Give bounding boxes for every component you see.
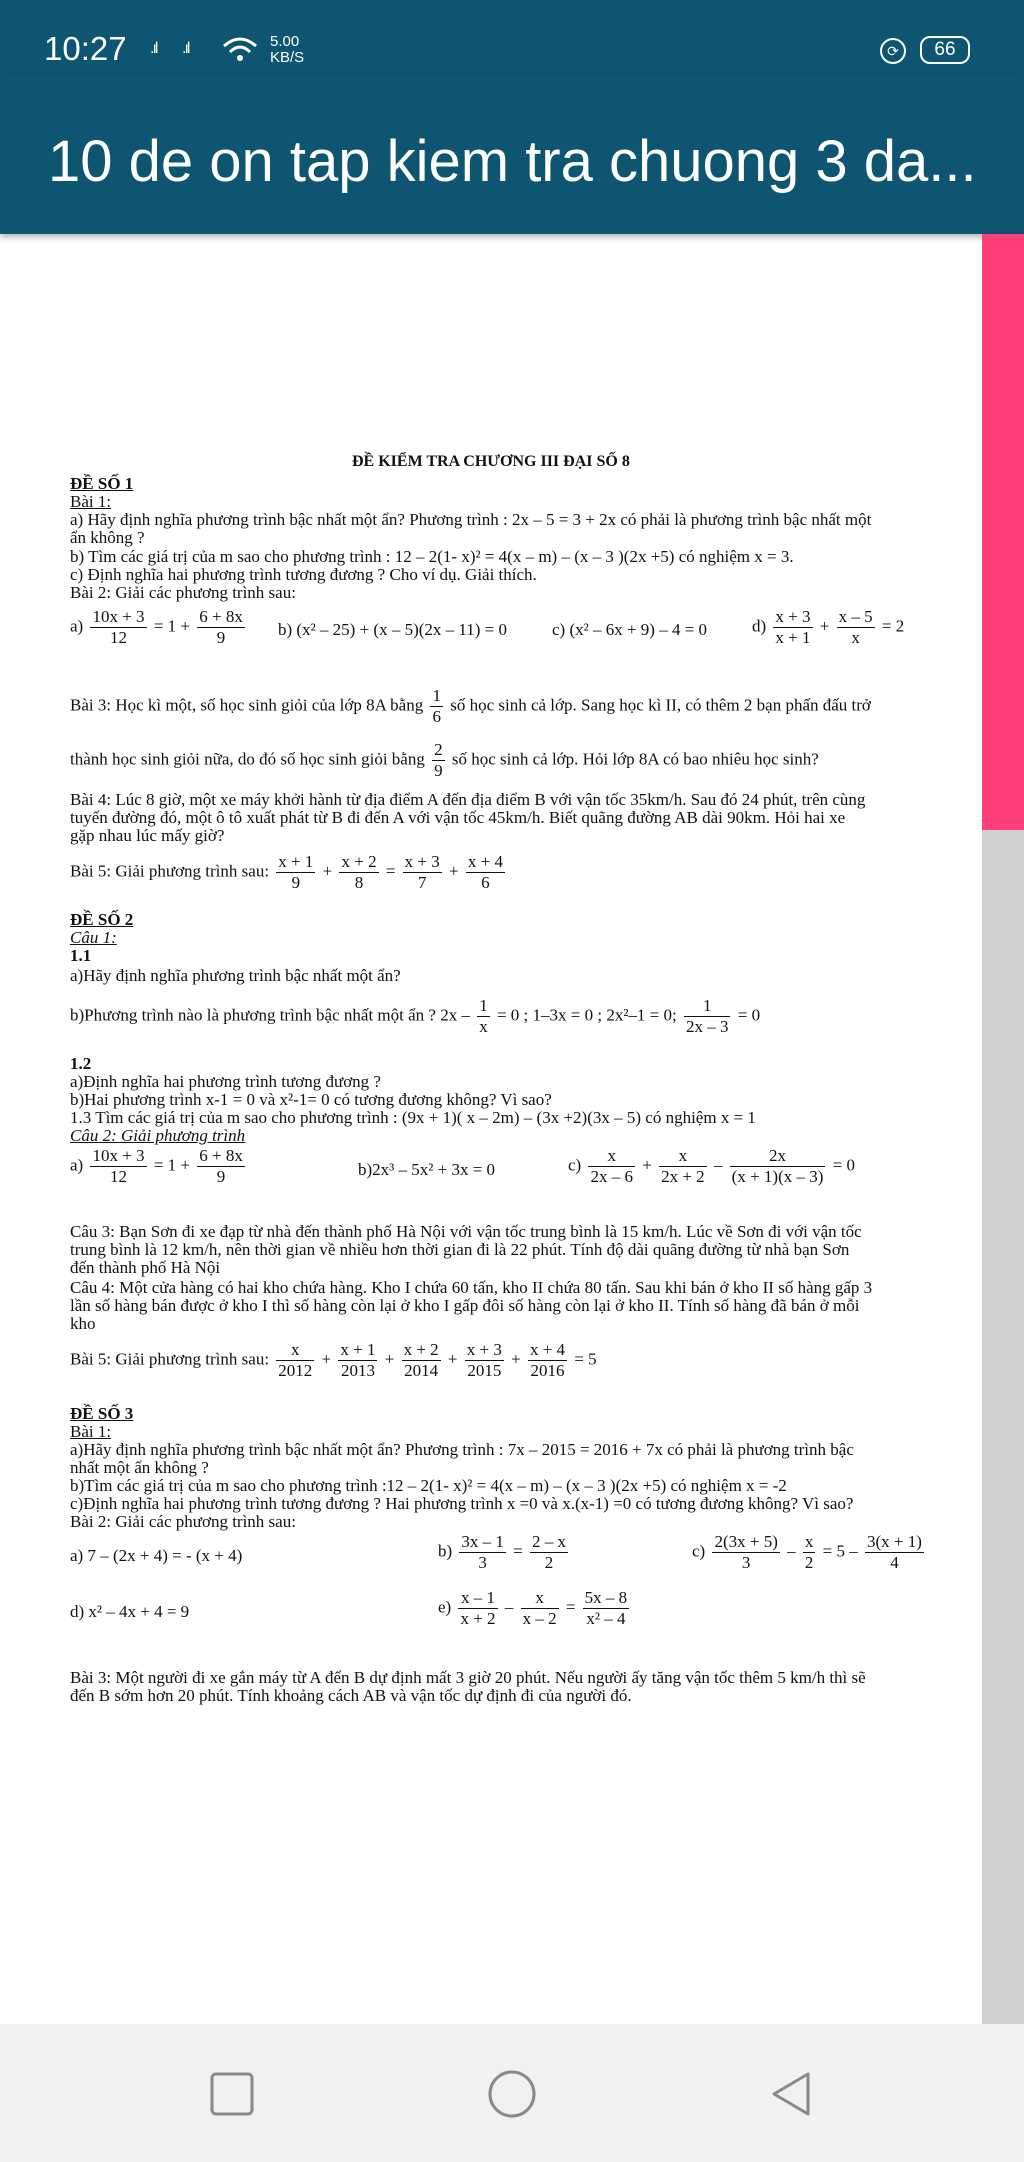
- subsection-label: 1.1: [70, 946, 92, 965]
- exercise-label: Bài 1:: [70, 492, 112, 511]
- eq-text: = 1 +: [153, 616, 190, 636]
- eq-text: = 5: [574, 1349, 597, 1369]
- net-speed-value: 5.00: [270, 33, 300, 50]
- doc-line: Câu 2: Giải phương trình: [70, 1126, 246, 1145]
- eq-label: a): [70, 616, 84, 636]
- equation-row: b) $\frac{3x - 1}{3}$ = $\frac{2 - x}{2}$: [438, 1532, 567, 1572]
- eq-label: d): [752, 616, 767, 636]
- doc-text: số học sinh cả lớp. Sang học kì II, có thêm 2 bạn phấn đấu trở: [450, 695, 871, 715]
- doc-line: b)Tìm các giá trị của m sao cho phương trình :12 – 2(1- x)² = 4(x – m) – (x – 3 )(2x +5) có nghiệm x = -2: [70, 1476, 787, 1495]
- section-title: ĐỀ SỐ 3: [70, 1404, 134, 1423]
- fraction: $\frac{x}{2x + 2}$: [661, 1146, 705, 1186]
- doc-text: = 0 ; 1–3x = 0 ; 2x²–1 = 0;: [496, 1005, 677, 1025]
- fraction: $\frac{10x + 3}{12}$: [92, 607, 145, 647]
- section-title: ĐỀ SỐ 1: [70, 474, 134, 493]
- doc-line: ẩn không ?: [70, 528, 145, 547]
- fraction: $\frac{2x}{(x + 1)(x - 3)}$: [731, 1146, 824, 1186]
- doc-text: = 0: [737, 1005, 761, 1025]
- fraction: $\frac{x}{2x - 6}$: [590, 1146, 633, 1186]
- eq-text: a) 7 – (2x + 4) = - (x + 4): [70, 1546, 243, 1565]
- back-icon[interactable]: [764, 2068, 816, 2120]
- rotation-lock-icon: ⟳: [880, 38, 906, 64]
- doc-line: a)Hãy định nghĩa phương trình bậc nhất một ẩn? Phương trình : 7x – 2015 = 2016 + 7x có phải là phương trình bậc: [70, 1440, 854, 1459]
- doc-line: [70, 686, 871, 727]
- doc-line: Bài 4: Lúc 8 giờ, một xe máy khởi hành từ địa điểm A đến địa điểm B với vận tốc 35km/h. Sau đó 24 phút, trên cùng: [70, 790, 866, 809]
- home-icon[interactable]: [486, 2068, 538, 2120]
- doc-line: b)Hai phương trình x-1 = 0 và x²-1= 0 có tương đương không? Vì sao?: [70, 1090, 552, 1109]
- fraction: $\frac{x}{x - 2}$: [522, 1588, 557, 1628]
- doc-line: đến B sớm hơn 20 phút. Tính khoảng cách AB và vận tốc dự định đi của người đó.: [70, 1686, 632, 1705]
- eq-label: c): [692, 1541, 706, 1561]
- fraction: $\frac{x}{2012}$: [278, 1340, 313, 1380]
- doc-line: Bài 2: Giải các phương trình sau:: [70, 583, 296, 602]
- exercise-label: Bài 1:: [70, 1422, 112, 1441]
- doc-line: Bài 3: Một người đi xe gắn máy từ A đến B dự định mất 3 giờ 20 phút. Nếu người ấy tăng vận tốc thêm 5 km/h thì sẽ: [70, 1668, 866, 1687]
- doc-line: 1.3 Tìm các giá trị của m sao cho phương trình : (9x + 1)( x – 2m) – (3x +2)(3x – 5) có nghiệm x = 1: [70, 1108, 756, 1127]
- fraction: $\frac{1}{x}$: [479, 996, 488, 1036]
- equation-row: [752, 607, 904, 648]
- battery-icon: 66: [920, 36, 970, 64]
- subsection-label: 1.2: [70, 1054, 92, 1073]
- eq-text: = 1 +: [153, 1155, 190, 1175]
- fraction: $\frac{x}{2}$: [804, 1532, 814, 1572]
- eq-label: e): [438, 1597, 452, 1617]
- doc-line: a)Hãy định nghĩa phương trình bậc nhất một ẩn?: [70, 966, 401, 985]
- equation-row: [70, 1146, 248, 1187]
- status-bar: [0, 0, 1024, 76]
- fraction: $\frac{1}{2x - 3}$: [685, 996, 729, 1036]
- section-title: ĐỀ SỐ 2: [70, 910, 134, 929]
- doc-line: c) Định nghĩa hai phương trình tương đương ? Cho ví dụ. Giải thích.: [70, 565, 537, 584]
- doc-line: b) Tìm các giá trị của m sao cho phương trình : 12 – 2(1- x)² = 4(x – m) – (x – 3 )(2x +5) có nghiệm x = 3.: [70, 547, 794, 566]
- wifi-icon: [222, 36, 258, 64]
- eq-text: = 5 –: [822, 1541, 858, 1561]
- doc-line: kho: [70, 1314, 96, 1333]
- fraction: $\frac{2}{9}$: [434, 740, 443, 780]
- eq-text: b) (x² – 25) + (x – 5)(2x – 11) = 0: [278, 620, 508, 639]
- fraction: $\frac{x + 2}{8}$: [341, 852, 377, 892]
- doc-line: c)Định nghĩa hai phương trình tương đương ? Hai phương trình x =0 và x.(x-1) =0 có tương đương không? Vì sao?: [70, 1494, 854, 1513]
- recent-apps-icon[interactable]: [206, 2068, 258, 2120]
- fraction: $\frac{x + 3}{x + 1}$: [775, 607, 811, 647]
- fraction: $\frac{x + 3}{7}$: [404, 852, 440, 892]
- eq-text: c) (x² – 6x + 9) – 4 = 0: [552, 620, 708, 639]
- eq-text: = 2: [881, 616, 905, 636]
- fraction: $\frac{x + 2}{2014}$: [403, 1340, 439, 1380]
- document-title: 10 de on tap kiem tra chuong 3 da...: [48, 129, 977, 194]
- doc-line: [70, 740, 819, 781]
- equation-row: e) $\frac{x - 1}{x + 2}$ – $\frac{x}{x - 2}$ = $\frac{5x - 8}{\text{x² – 4}}$: [438, 1588, 628, 1628]
- fraction: $\frac{x + 3}{2015}$: [466, 1340, 502, 1380]
- eq-text: d) x² – 4x + 4 = 9: [70, 1602, 190, 1621]
- doc-line: nhất một ẩn không ?: [70, 1458, 209, 1477]
- navigation-bar: [0, 2024, 1024, 2162]
- doc-text: thành học sinh giỏi nữa, do đó số học sinh giỏi bằng: [70, 749, 425, 769]
- fraction: $\frac{x + 1}{9}$: [278, 852, 314, 892]
- status-time: 10:27: [44, 30, 127, 67]
- doc-line: a)Định nghĩa hai phương trình tương đương ?: [70, 1072, 381, 1091]
- doc-text: số học sinh cả lớp. Hỏi lớp 8A có bao nhiêu học sinh?: [451, 749, 819, 769]
- eq-label: c): [568, 1155, 582, 1175]
- exercise-label: Câu 1:: [70, 928, 117, 947]
- fraction: $\frac{10x + 3}{12}$: [92, 1146, 145, 1186]
- doc-text: Bài 3: Học kì một, số học sinh giỏi của lớp 8A bằng: [70, 695, 424, 715]
- equation-row: Bài 5: Giải phương trình sau: $\frac{x}{2012}$ + $\frac{x + 1}{2013}$ + $\frac{x + 2}{2014}$ + $\frac{x + 3}{2015}$ + $\frac{x + 4}{2016}$ = 5: [70, 1340, 597, 1380]
- equation-row: [70, 996, 760, 1037]
- doc-line: Câu 4: Một cửa hàng có hai kho chứa hàng. Kho I chứa 60 tấn, kho II chứa 80 tấn. Sau khi bán ở kho II số hàng gấp 3: [70, 1278, 873, 1297]
- doc-line: lần số hàng bán được ở kho I thì số hàng còn lại ở kho I gấp đôi số hàng còn lại ở kho II. Tính số hàng đã bán ở mỗi: [70, 1296, 860, 1315]
- eq-text: = 0: [832, 1155, 855, 1175]
- doc-line: tuyến đường đó, một ô tô xuất phát từ B đi đến A với vận tốc 45km/h. Biết quãng đường AB dài 90km. Hỏi hai xe: [70, 808, 846, 827]
- fraction: $\frac{6 + 8x}{9}$: [199, 1146, 243, 1186]
- doc-line: đến thành phố Hà Nội: [70, 1258, 221, 1277]
- doc-text: Bài 5: Giải phương trình sau:: [70, 1349, 270, 1369]
- fraction: $\frac{3x - 1}{3}$: [461, 1532, 504, 1572]
- fraction: $\frac{x + 1}{2013}$: [340, 1340, 376, 1380]
- doc-line: trung bình là 12 km/h, nên thời gian về nhiều hơn thời gian đi là 22 phút. Tính độ dài quãng đường từ nhà bạn Sơn: [70, 1240, 850, 1259]
- net-speed-unit: KB/S: [270, 49, 305, 66]
- doc-line: a) Hãy định nghĩa phương trình bậc nhất một ẩn? Phương trình : 2x – 5 = 3 + 2x có phải là phương trình bậc nhất một: [70, 510, 872, 529]
- doc-line: Bài 2: Giải các phương trình sau:: [70, 1512, 296, 1531]
- doc-text: b)Phương trình nào là phương trình bậc nhất một ẩn ? 2x –: [70, 1005, 470, 1025]
- fraction: $\frac{x - 5}{x}$: [838, 607, 873, 647]
- equation-row: [70, 607, 248, 648]
- fraction: $\frac{5x - 8}{\text{x² – 4}}$: [584, 1588, 628, 1628]
- fraction: $\frac{x + 4}{6}$: [467, 852, 503, 892]
- equation-row: c) $\frac{x}{2x - 6}$ + $\frac{x}{2x + 2}$ – $\frac{2x}{(x + 1)(x - 3)}$ = 0: [568, 1146, 855, 1186]
- eq-label: a): [70, 1155, 84, 1175]
- eq-label: b): [438, 1541, 453, 1561]
- doc-line: gặp nhau lúc mấy giờ?: [70, 826, 225, 845]
- doc-text: Bài 5: Giải phương trình sau:: [70, 861, 270, 881]
- doc-line: Câu 3: Bạn Sơn đi xe đạp từ nhà đến thành phố Hà Nội với vận tốc trung bình là 15 km/h. Lúc về Sơn đi với vận tốc: [70, 1222, 862, 1241]
- equation-row: Bài 5: Giải phương trình sau: $\frac{x + 1}{9}$ + $\frac{x + 2}{8}$ = $\frac{x + 3}{7}$ + $\frac{x + 4}{6}$: [70, 852, 503, 892]
- net-speed: [270, 34, 304, 66]
- scrollbar-thumb[interactable]: [982, 234, 1024, 830]
- eq-text: +: [819, 616, 830, 636]
- eq-text: b)2x³ – 5x² + 3x = 0: [358, 1160, 496, 1179]
- fraction: $\frac{x - 1}{x + 2}$: [460, 1588, 496, 1628]
- fraction: $\frac{6 + 8x}{9}$: [199, 607, 243, 647]
- fraction: $\frac{x + 4}{2016}$: [529, 1340, 566, 1380]
- signal-icon: .ıl: [150, 40, 157, 57]
- doc-heading: ĐỀ KIỂM TRA CHƯƠNG III ĐẠI SỐ 8: [352, 453, 630, 470]
- equation-row: c) $\frac{2(3x + 5)}{3}$ – $\frac{x}{2}$ = 5 – $\frac{3(x + 1)}{4}$: [692, 1532, 922, 1572]
- fraction: $\frac{3(x + 1)}{4}$: [866, 1532, 922, 1572]
- fraction: $\frac{1}{6}$: [432, 686, 441, 726]
- fraction: $\frac{2(3x + 5)}{3}$: [714, 1532, 778, 1572]
- app-bar: [0, 76, 1024, 234]
- fraction: $\frac{2 - x}{2}$: [532, 1532, 567, 1572]
- signal-icon-2: .ıl: [182, 40, 189, 57]
